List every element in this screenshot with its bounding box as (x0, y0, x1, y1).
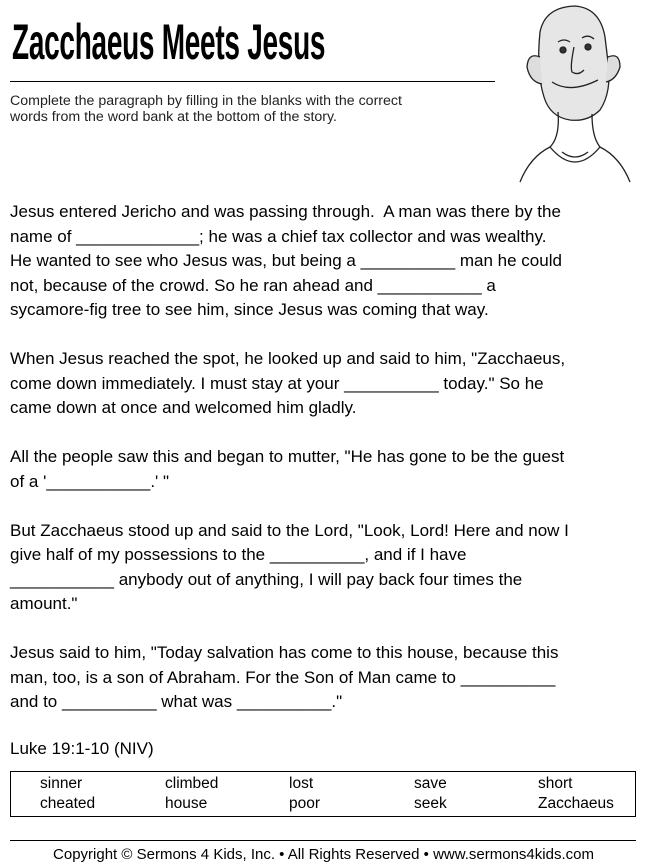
story-line: amount." (10, 594, 78, 613)
instructions-line: words from the word bank at the bottom of the story. (10, 109, 337, 125)
story-paragraph-4 (10, 519, 640, 617)
story-text (10, 200, 640, 739)
word-bank-word: lost (289, 775, 314, 792)
story-paragraph-2 (10, 347, 640, 421)
word-bank-word: poor (289, 795, 321, 812)
word-bank-word: cheated (40, 795, 96, 812)
footer-divider (10, 840, 636, 841)
zacchaeus-illustration (500, 2, 645, 187)
word-bank-word: save (414, 775, 447, 792)
story-paragraph-3 (10, 445, 640, 494)
word-bank-word: house (165, 795, 208, 812)
word-bank-word: short (538, 775, 573, 792)
word-bank-word: Zacchaeus (538, 795, 614, 812)
story-line: All the people saw this and began to mutter, "He has gone to be the guest (10, 447, 565, 466)
story-line: came down at once and welcomed him gladly. (10, 398, 357, 417)
instructions (10, 93, 402, 125)
story-line: But Zacchaeus stood up and said to the Lord, "Look, Lord! Here and now I (10, 520, 569, 540)
story-line: When Jesus reached the spot, he looked up and said to him, "Zacchaeus, (10, 349, 566, 368)
word-bank-word: climbed (165, 775, 219, 792)
page-title: Zacchaeus Meets Jesus (12, 14, 326, 70)
story-line: not, because of the crowd. So he ran ahead and ___________ a (10, 275, 496, 295)
story-line: and to __________ what was __________." (10, 692, 343, 711)
story-line: man, too, is a son of Abraham. For the Son of Man came to __________ (10, 667, 556, 687)
story-line: sycamore-fig tree to see him, since Jesus was coming that way. (10, 300, 489, 319)
story-line: Jesus said to him, "Today salvation has come to this house, because this (10, 643, 559, 662)
story-paragraph-1 (10, 200, 640, 323)
story-paragraph-5 (10, 641, 640, 715)
scripture-reference: Luke 19:1-10 (NIV) (10, 739, 154, 758)
story-line: He wanted to see who Jesus was, but being a __________ man he could (10, 251, 562, 270)
word-bank (10, 771, 636, 817)
story-line: ___________ anybody out of anything, I will pay back four times the (10, 569, 523, 589)
story-line: give half of my possessions to the __________, and if I have (10, 545, 467, 564)
title-divider (10, 81, 495, 82)
story-line: of a '___________.' " (10, 471, 170, 491)
story-line: Jesus entered Jericho and was passing through. A man was there by the (10, 202, 561, 221)
story-line: name of _____________; he was a chief tax collector and was wealthy. (10, 226, 547, 246)
instructions-line: Complete the paragraph by filling in the blanks with the correct (10, 93, 402, 109)
story-line: come down immediately. I must stay at your __________ today." So he (10, 373, 544, 393)
copyright-footer: Copyright © Sermons 4 Kids, Inc. • All Rights Reserved • www.sermons4kids.com (53, 846, 594, 863)
word-bank-word: sinner (40, 775, 83, 792)
word-bank-word: seek (414, 795, 447, 812)
